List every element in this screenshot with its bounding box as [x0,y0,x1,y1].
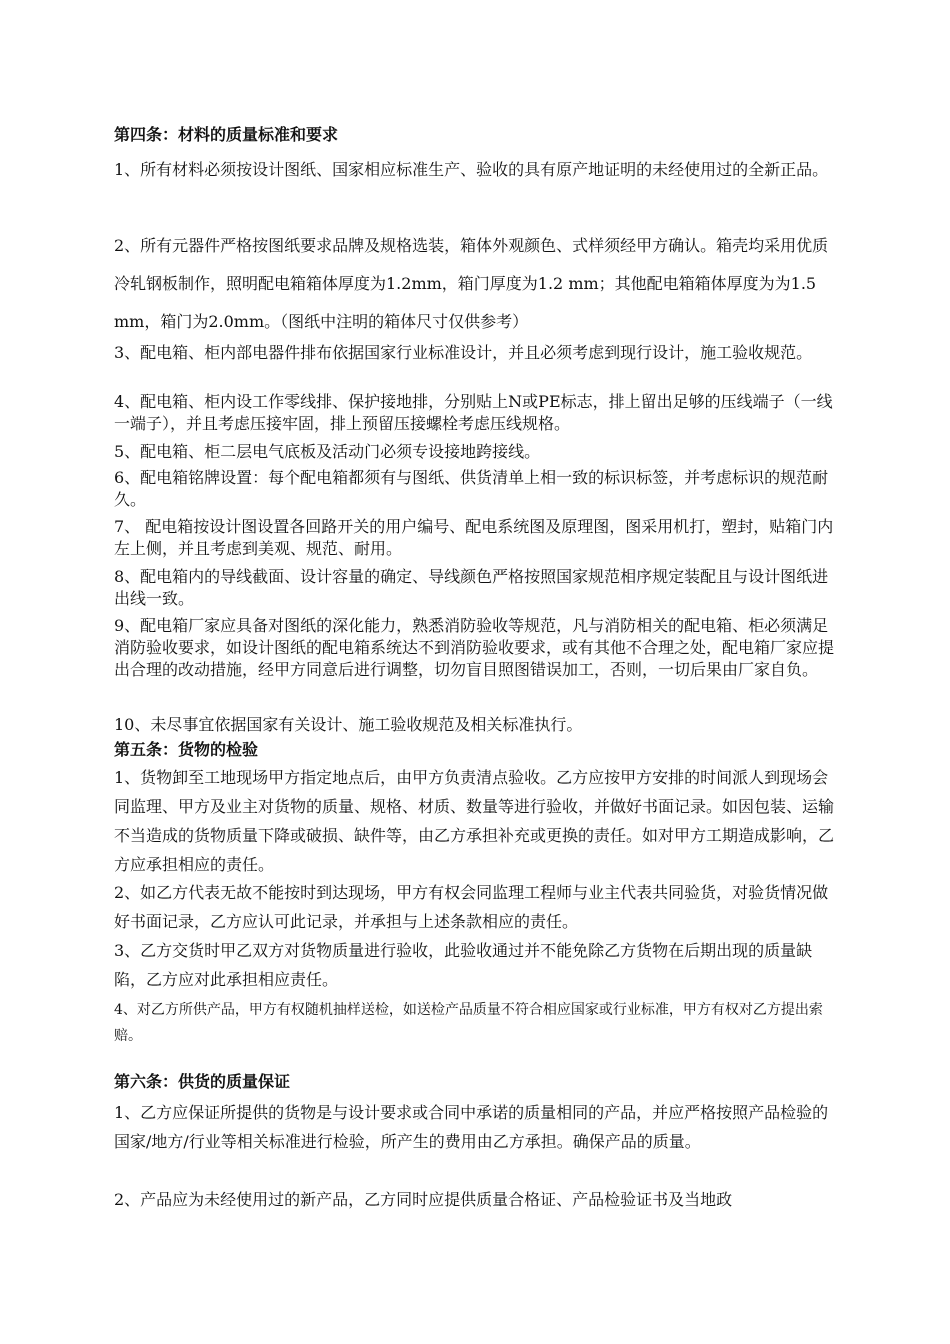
section-heading: 第四条：材料的质量标准和要求 [114,125,339,144]
paragraph: 2、所有元器件严格按图纸要求品牌及规格选装，箱体外观颜色、式样须经甲方确认。箱壳均采用优质冷轧钢板制作，照明配电箱箱体厚度为1.2mm，箱门厚度为1.2 mm；其他配电箱箱体厚度为为1.5 mm，箱门为2.0mm。（图纸中注明的箱体尺寸仅供参考） [114,236,829,331]
paragraph: 1、货物卸至工地现场甲方指定地点后，由甲方负责清点验收。乙方应按甲方安排的时间派人到现场会同监理、甲方及业主对货物的质量、规格、材质、数量等进行验收，并做好书面记录。如因包装、运输不当造成的货物质量下降或破损、缺件等，由乙方承担补充或更换的责任。如对甲方工期造成影响，乙方应承担相应的责任。 [114,768,835,874]
paragraph: 10、未尽事宜依据国家有关设计、施工验收规范及相关标准执行。 [114,715,583,734]
paragraph: 1、乙方应保证所提供的货物是与设计要求或合同中承诺的质量相同的产品，并应严格按照产品检验的国家/地方/行业等相关标准进行检验，所产生的费用由乙方承担。确保产品的质量。 [114,1103,829,1151]
paragraph: 8、配电箱内的导线截面、设计容量的确定、导线颜色严格按照国家规范相序规定装配且与设计图纸进出线一致。 [114,567,829,608]
paragraph: 4、配电箱、柜内设工作零线排、保护接地排，分别贴上N或PE标志，排上留出足够的压线端子（一线一端子），并且考虑压接牢固，排上预留压接螺栓考虑压线规格。 [114,392,833,433]
paragraph: 3、乙方交货时甲乙双方对货物质量进行验收，此验收通过并不能免除乙方货物在后期出现的质量缺陷，乙方应对此承担相应责任。 [114,941,813,989]
paragraph: 1、所有材料必须按设计图纸、国家相应标准生产、验收的具有原产地证明的未经使用过的全新正品。 [114,160,829,179]
paragraph: 7、 配电箱按设计图设置各回路开关的用户编号、配电系统图及原理图，图采用机打，塑封，贴箱门内左上侧，并且考虑到美观、规范、耐用。 [114,517,834,558]
paragraph: 4、对乙方所供产品，甲方有权随机抽样送检，如送检产品质量不符合相应国家或行业标准，甲方有权对乙方提出索赔。 [114,1002,823,1044]
section-heading: 第六条：供货的质量保证 [114,1072,291,1091]
section-heading: 第五条：货物的检验 [114,740,259,759]
paragraph: 2、如乙方代表无故不能按时到达现场，甲方有权会同监理工程师与业主代表共同验货，对验货情况做好书面记录，乙方应认可此记录，并承担与上述条款相应的责任。 [114,883,829,931]
paragraph: 3、配电箱、柜内部电器件排布依据国家行业标准设计，并且必须考虑到现行设计，施工验收规范。 [114,343,813,362]
paragraph: 9、配电箱厂家应具备对图纸的深化能力，熟悉消防验收等规范，凡与消防相关的配电箱、柜必须满足消防验收要求，如设计图纸的配电箱系统达不到消防验收要求，或有其他不合理之处，配电箱厂家应提出合理的改动措施，经甲方同意后进行调整，切勿盲目照图错误加工，否则，一切后果由厂家自负。 [114,616,835,679]
paragraph: 6、配电箱铭牌设置：每个配电箱都须有与图纸、供货清单上相一致的标识标签，并考虑标识的规范耐久。 [114,468,829,509]
paragraph: 2、产品应为未经使用过的新产品，乙方同时应提供质量合格证、产品检验证书及当地政 [114,1190,733,1209]
paragraph: 5、配电箱、柜二层电气底板及活动门必须专设接地跨接线。 [114,442,541,461]
